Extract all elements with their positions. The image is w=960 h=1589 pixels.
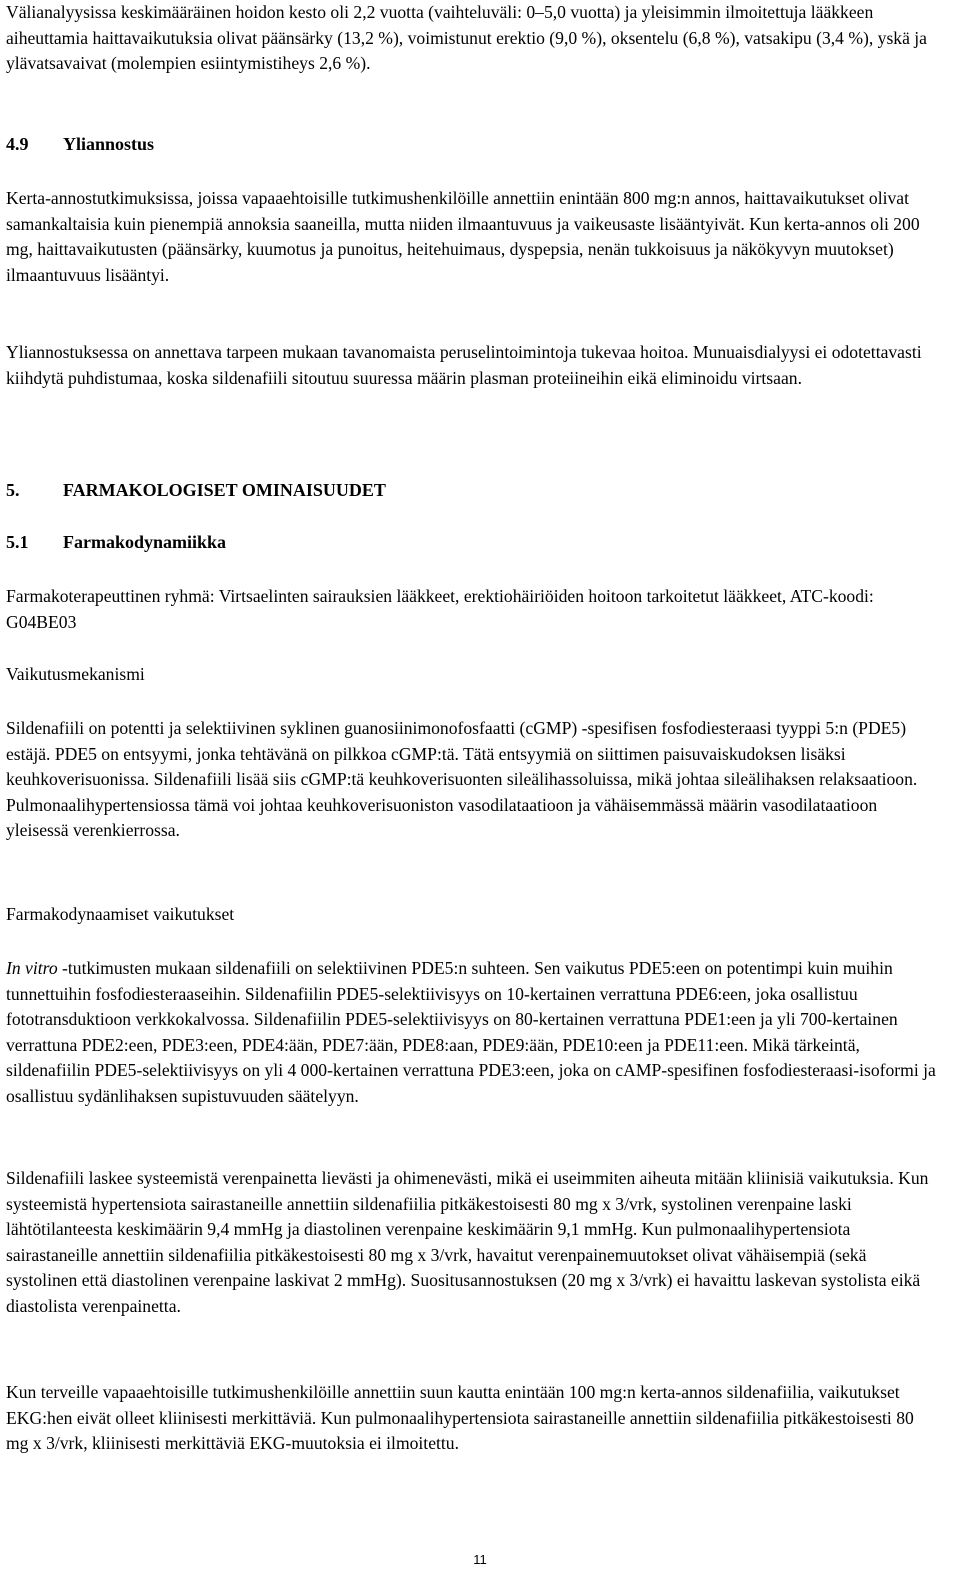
in-vitro-text: -tutkimusten mukaan sildenafiili on selektiivinen PDE5:n suhteen. Sen vaikutus PDE5:een on potentimpi kuin muihin tunnettuihin fosfodiesteraaseihin. Sildenafiilin PDE5-selektiivisyys on 10-kertainen verrattuna PDE6:een, joka osallistuu fototransduktioon verkkokalvossa. Sildenafiilin PDE5-selektiivisyys on 80-kertainen verrattuna PDE1:een ja yli 700-kertainen verrattuna PDE2:een, PDE3:een, PDE4:ään, PDE7:ään, PDE8:aan, PDE9:ään, PDE10:een ja PDE11:een. Mikä tärkeintä, sildenafiilin PDE5-selektiivisyys on yli 4 000-kertainen verrattuna PDE3:een, joka on cAMP-spesifinen fosfodiesteraasi-isoformi ja osallistuu sydänlihaksen supistuvuuden säätelyyn. — [6, 958, 936, 1106]
blood-pressure-paragraph: Sildenafiili laskee systeemistä verenpainetta lievästi ja ohimenevästi, mikä ei useimmiten aiheuta mitään kliinisiä vaikutuksia. Kun systeemistä hypertensiota sairastaneille annettiin sildenafiilia pitkäkestoisesti 80 mg x 3/vrk, systolinen verenpaine laski lähtötilanteesta keskimäärin 9,4 mmHg ja diastolinen verenpaine keskimäärin 9,1 mmHg. Kun pulmonaalihypertensiota sairastaneille annettiin sildenafiilia pitkäkestoisesti 80 mg x 3/vrk, havaitut verenpainemuutokset olivat vähäisempiä (sekä systolinen että diastolinen verenpaine laskivat 2 mmHg). Suositusannostuksen (20 mg x 3/vrk) ei havaittu laskevan systolista eikä diastolista verenpainetta. — [6, 1168, 929, 1316]
section-4-9-heading — [6, 132, 154, 158]
section-5-1-title: Farmakodynamiikka — [63, 532, 227, 552]
mechanism-subheading: Vaikutusmekanismi — [6, 664, 145, 684]
intro-paragraph: Välianalyysissa keskimääräinen hoidon kesto oli 2,2 vuotta (vaihteluväli: 0–5,0 vuotta) ja yleisimmin ilmoitettuja lääkkeen aiheuttamia haittavaikutuksia olivat päänsärky (13,2 %), voimistunut erektio (9,0 %), oksentelu (6,8 %), vatsakipu (3,4 %), yskä ja ylävatsavaivat (molempien esiintymistiheys 2,6 %). — [6, 2, 927, 73]
in-vitro-paragraph — [6, 956, 941, 1109]
ekg-paragraph: Kun terveille vapaaehtoisille tutkimushenkilöille annettiin suun kautta enintään 100 mg:n kerta-annos sildenafiilia, vaikutukset EKG:hen eivät olleet kliinisesti merkittäviä. Kun pulmonaalihypertensiota sairastaneille annettiin sildenafiilia pitkäkestoisesti 80 mg x 3/vrk, kliinisesti merkittäviä EKG-muutoksia ei ilmoitettu. — [6, 1382, 914, 1453]
section-4-9-title: Yliannostus — [63, 134, 155, 154]
section-4-9-number: 4.9 — [6, 134, 29, 154]
pharmacotherapeutic-group-paragraph: Farmakoterapeuttinen ryhmä: Virtsaelinten sairauksien lääkkeet, erektiohäiriöiden hoitoon tarkoitetut lääkkeet, ATC-koodi: G04BE03 — [6, 586, 874, 632]
effects-subheading: Farmakodynaamiset vaikutukset — [6, 904, 235, 924]
section-5-1-number: 5.1 — [6, 532, 29, 552]
page-number: 11 — [473, 1552, 487, 1567]
overdose-paragraph-1: Kerta-annostutkimuksissa, joissa vapaaehtoisille tutkimushenkilöille annettiin enintään 800 mg:n annos, haittavaikutukset olivat samankaltaisia kuin pienempiä annoksia saaneilla, mutta niiden ilmaantuvuus ja vaikeusaste lisääntyivät. Kun kerta-annos oli 200 mg, haittavaikutusten (päänsärky, kuumotus ja punoitus, heitehuimaus, dyspepsia, nenän tukkoisuus ja näkökyvyn muutokset) ilmaantuvuus lisääntyi. — [6, 188, 920, 285]
mechanism-paragraph: Sildenafiili on potentti ja selektiivinen syklinen guanosiinimonofosfaatti (cGMP) -spesifisen fosfodiesteraasi tyyppi 5:n (PDE5) estäjä. PDE5 on entsyymi, jonka tehtävänä on pilkkoa cGMP:tä. Tätä entsyymiä on siittimen paisuvaiskudoksen lisäksi keuhkoverisuonissa. Sildenafiili lisää siis cGMP:tä keuhkoverisuonten sileälihassoluissa, mikä johtaa sileälihaksen relaksaatioon. Pulmonaalihypertensiossa tämä voi johtaa keuhkoverisuoniston vasodilataatioon ja vähäisemmässä määrin vasodilataatioon yleisessä verenkierrossa. — [6, 718, 918, 840]
section-5-number: 5. — [6, 480, 20, 500]
overdose-paragraph-2: Yliannostuksessa on annettava tarpeen mukaan tavanomaista peruselintoimintoja tukevaa hoitoa. Munuaisdialyysi ei odotettavasti kiihdytä puhdistumaa, koska sildenafiili sitoutuu suuressa määrin plasman proteiineihin eikä eliminoidu virtsaan. — [6, 342, 922, 388]
section-5-1-heading — [6, 530, 226, 556]
in-vitro-italic: In vitro — [6, 958, 58, 978]
section-5-heading — [6, 478, 386, 504]
section-5-title: FARMAKOLOGISET OMINAISUUDET — [63, 480, 386, 500]
